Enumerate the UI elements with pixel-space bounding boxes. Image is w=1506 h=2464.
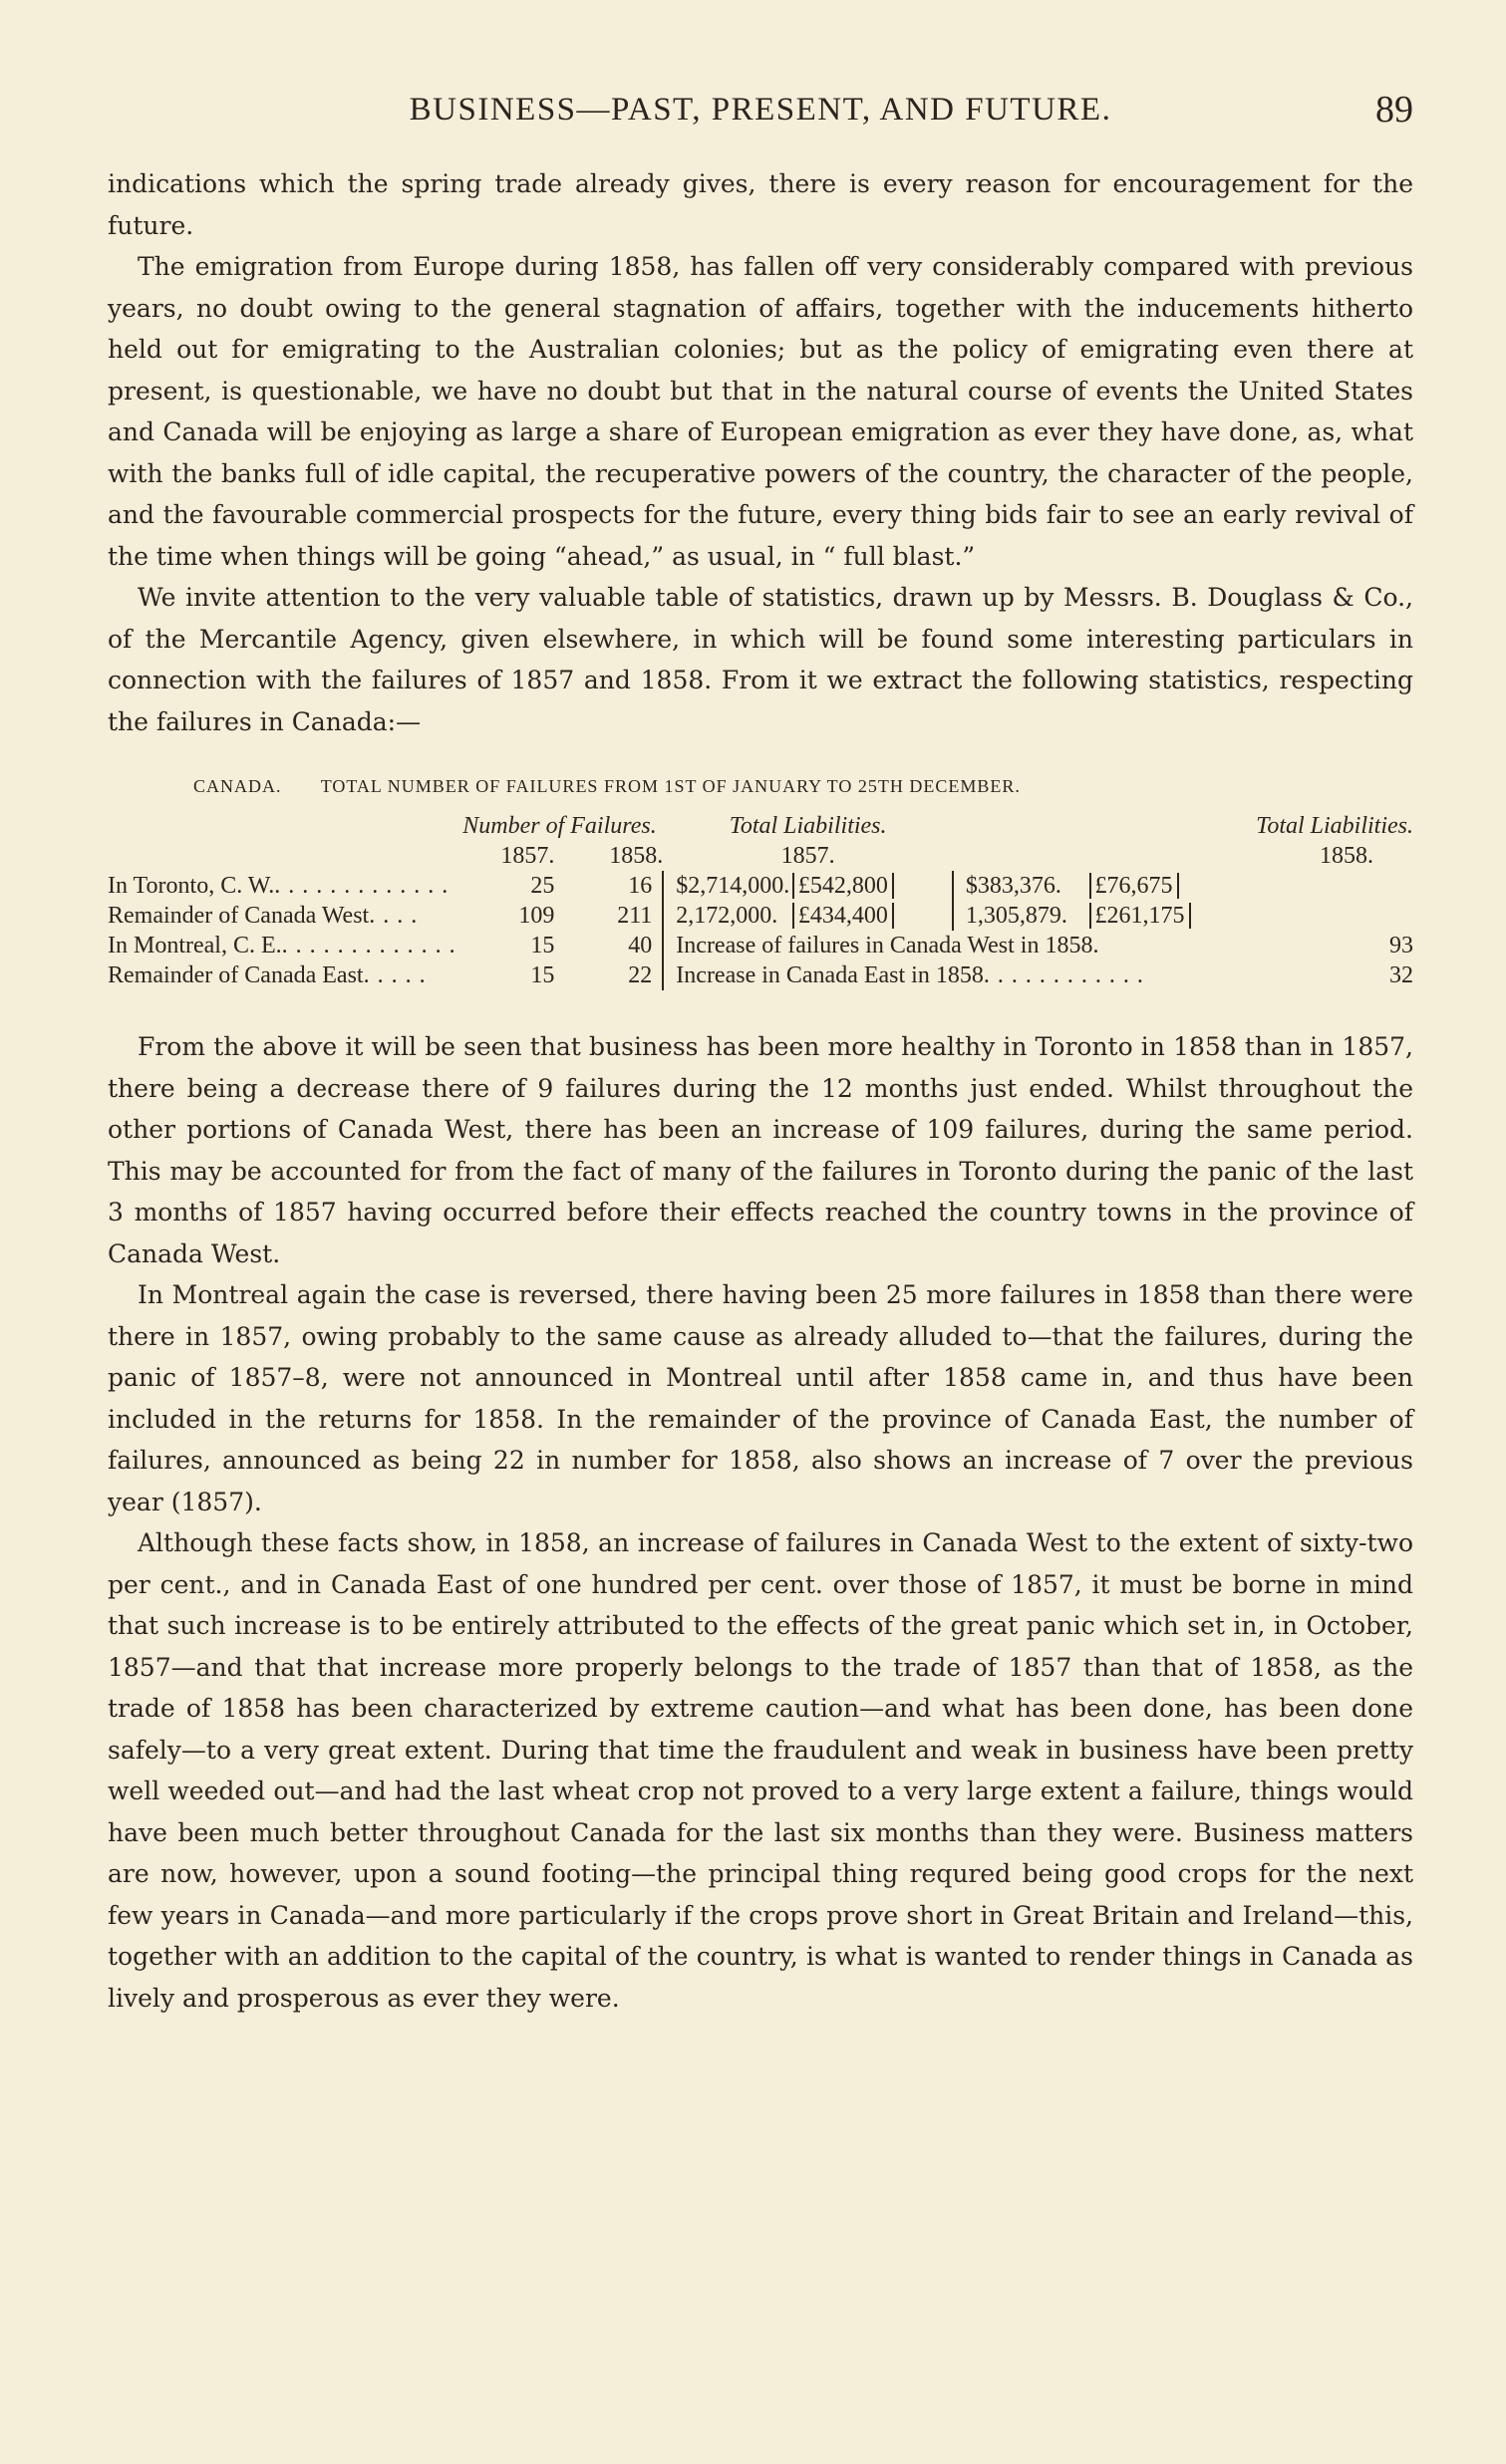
table-caption-text: TOTAL NUMBER OF FAILURES FROM 1ST OF JANUARY TO 25TH DECEMBER.: [320, 776, 1021, 796]
paragraph-toronto-analysis: From the above it will be seen that business has been more healthy in Toronto in 1858 than in 1857, there being a decrease there of 9 failures during the 12 months just ended. Whilst throughout the other portions of Canada West, there has been an increase of 109 failures, during the same period. This may be accounted for from the fact of many of the failures in Toronto during the panic of the last 3 months of 1857 having occurred before their effects reached the country towns in the province of Canada West.: [108, 1032, 1413, 1268]
failures-1857: 109: [518, 903, 555, 929]
table-caption-lead: CANADA.: [193, 776, 282, 796]
row-label: Remainder of Canada West: [108, 903, 370, 929]
paragraph-continuation: indications which the spring trade already gives, there is every reason for encouragement for the future.: [108, 169, 1413, 240]
year-label: 1858.: [1320, 843, 1373, 869]
table-header-row: [108, 811, 1413, 841]
liabilities-1858-usd: $383,376.: [953, 871, 1089, 901]
running-head-title: BUSINESS—PAST, PRESENT, AND FUTURE.: [409, 92, 1112, 128]
table-row: [108, 931, 1413, 960]
row-label: In Toronto, C. W.: [108, 873, 275, 899]
liabilities-1858-gbp: £261,175: [1089, 903, 1191, 929]
liabilities-1857-usd: 2,172,000.: [663, 901, 792, 931]
row-label: Remainder of Canada East: [108, 962, 364, 988]
increase-west-value: 93: [1389, 933, 1413, 958]
dot-leader: . . . .: [369, 903, 419, 929]
failures-1858: 16: [628, 873, 653, 899]
table-row: [108, 960, 1413, 990]
running-head: [108, 80, 1413, 139]
increase-canada-west: [663, 931, 1413, 960]
table-row: [108, 901, 1413, 931]
liabilities-1858-gbp: £76,675: [1089, 873, 1179, 899]
page-number: 89: [1375, 89, 1413, 131]
header-total-liabilities-1857: Total Liabilities.: [729, 813, 887, 839]
table-row: [108, 871, 1413, 901]
header-total-liabilities-1858: Total Liabilities.: [1256, 813, 1413, 839]
dot-leader: . . . . . . . . . . . . .: [281, 933, 456, 958]
year-label: 1857.: [500, 843, 555, 869]
failures-1858: 40: [628, 933, 653, 958]
year-label: 1858.: [609, 843, 664, 869]
paragraph-conclusion: Although these facts show, in 1858, an increase of failures in Canada West to the extent of sixty-two per cent., and in Canada East of one hundred per cent. over those of 1857, it must be borne in mind that such increase is to be entirely attributed to the effects of the great panic which set in, in October, 1857—and that that increase more properly belongs to the trade of 1857 than that of 1858, as the trade of 1858 has been characterized by extreme caution—and what has been done, has been done safely—to a very great extent. During that time the fraudulent and weak in business have been pretty well weeded out—and had the last wheat crop not proved to a very large extent a failure, things would have been much better throughout Canada for the last six months than they were. Business matters are now, however, upon a sound footing—the principal thing requred being good crops for the next few years in Canada—and more particularly if the crops prove short in Great Britain and Ireland—this, together with an addition to the capital of the country, is what is wanted to render things in Canada as lively and prosperous as ever they were.: [108, 1528, 1413, 2013]
header-number-of-failures: Number of Failures.: [462, 813, 657, 839]
increase-east-value: 32: [1389, 962, 1413, 988]
dot-leader: . . . . . . . . . . . . .: [274, 873, 450, 899]
year-label: 1857.: [780, 843, 835, 869]
failures-table: [108, 811, 1413, 990]
page: [108, 80, 1413, 2019]
failures-1858: 22: [628, 962, 653, 988]
increase-east-label: Increase in Canada East in 1858: [676, 962, 984, 988]
increase-canada-east: [663, 960, 1413, 990]
increase-west-label: Increase of failures in Canada West in 1858.: [676, 933, 1099, 958]
row-label: In Montreal, C. E.: [108, 933, 282, 958]
paragraph-emigration: The emigration from Europe during 1858, has fallen off very considerably compared with previous years, no doubt owing to the general stagnation of affairs, together with the inducements hitherto held out for emigrating to the Australian colonies; but as the policy of emigrating even there at present, is questionable, we have no doubt but that in the natural course of events the United States and Canada will be enjoying as large a share of European emigration as ever they have done, as, what with the banks full of idle capital, the recuperative powers of the country, the character of the people, and the favourable commercial prospects for the future, every thing bids fair to see an early revival of the time when things will be going “ahead,” as usual, in “ full blast.”: [108, 252, 1413, 571]
table-caption: [108, 776, 1413, 797]
paragraph-statistics-intro: We invite attention to the very valuable table of statistics, drawn up by Messrs. B. Douglass & Co., of the Mercantile Agency, given elsewhere, in which will be found some interesting particulars in connection with the failures of 1857 and 1858. From it we extract the following statistics, respecting the failures in Canada:—: [108, 583, 1413, 736]
failures-1857: 25: [530, 873, 555, 899]
dot-leader: . . . . .: [363, 962, 427, 988]
liabilities-1857-gbp: £542,800: [792, 873, 894, 899]
table-year-row: [108, 841, 1413, 871]
liabilities-1858-usd: 1,305,879.: [953, 901, 1089, 931]
liabilities-1857-usd: $2,714,000.: [663, 871, 792, 901]
liabilities-1857-gbp: £434,400: [792, 903, 894, 929]
failures-1857: 15: [530, 962, 555, 988]
failures-1858: 211: [617, 903, 653, 929]
paragraph-montreal-analysis: In Montreal again the case is reversed, there having been 25 more failures in 1858 than there were there in 1857, owing probably to the same cause as already alluded to—that the failures, during the panic of 1857–8, were not announced in Montreal until after 1858 came in, and thus have been included in the returns for 1858. In the remainder of the province of Canada East, the number of failures, announced as being 22 in number for 1858, also shows an increase of 7 over the previous year (1857).: [108, 1280, 1413, 1516]
dot-leader: . . . . . . . . . . . .: [983, 962, 1144, 988]
failures-1857: 15: [530, 933, 555, 958]
